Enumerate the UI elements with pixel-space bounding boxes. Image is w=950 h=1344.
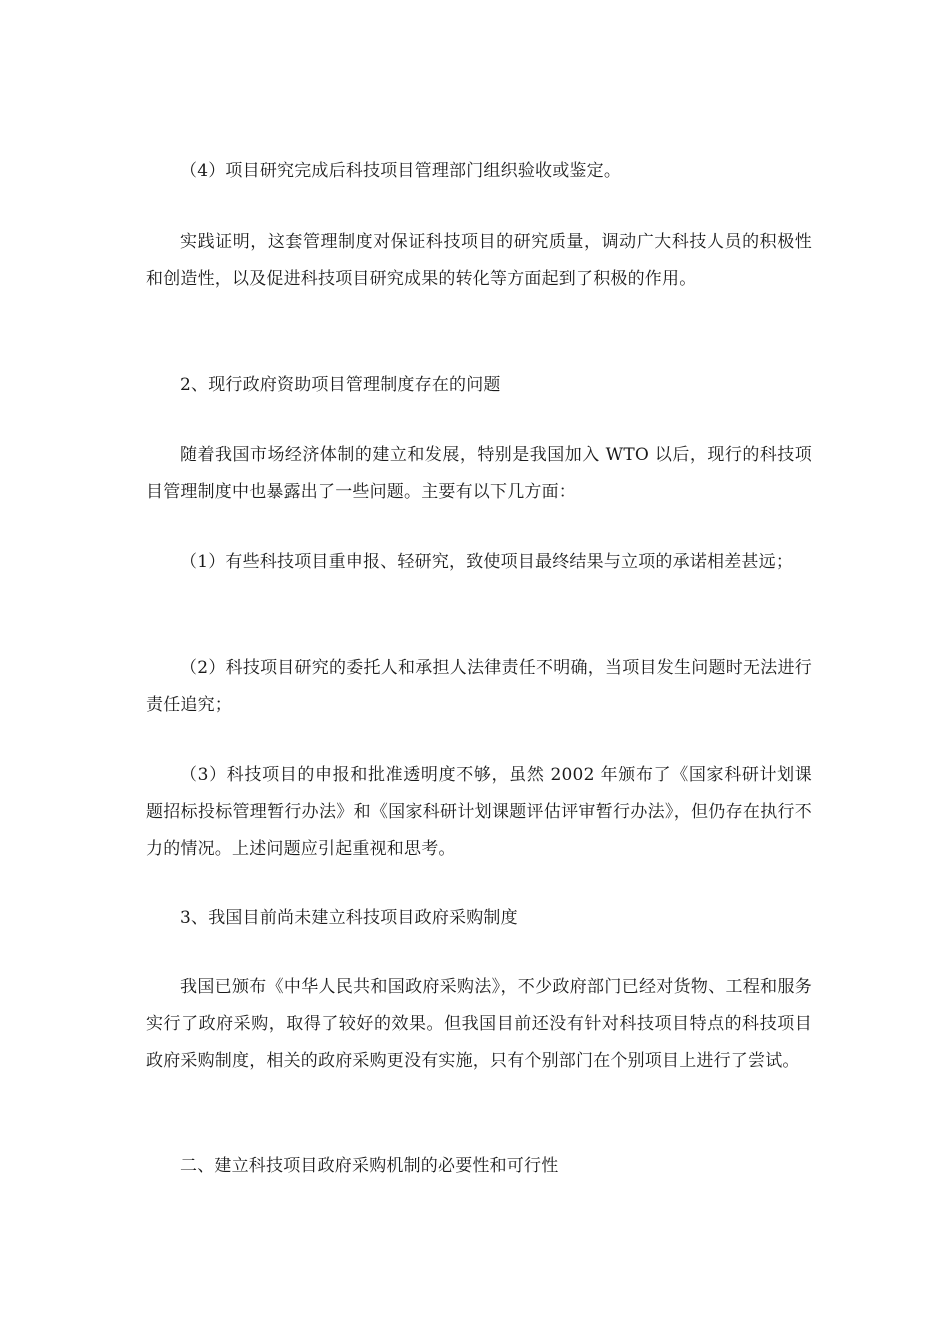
paragraph-procurement-law: 我国已颁布《中华人民共和国政府采购法》，不少政府部门已经对货物、工程和服务实行了政府采购，取得了较好的效果。但我国目前还没有针对科技项目特点的科技项目政府采购制度，相关的政府采购更没有实施，只有个别部门在个别项目上进行了尝试。	[146, 977, 812, 1071]
paragraph-market-economy: 随着我国市场经济体制的建立和发展，特别是我国加入 WTO 以后，现行的科技项目管理制度中也暴露出了一些问题。主要有以下几方面：	[146, 445, 812, 502]
paragraph-acceptance-step: （4）项目研究完成后科技项目管理部门组织验收或鉴定。	[180, 161, 622, 181]
section-heading-current-problems: 2、现行政府资助项目管理制度存在的问题	[180, 375, 501, 395]
list-item-problem-1: （1）有些科技项目重申报、轻研究，致使项目最终结果与立项的承诺相差甚远；	[180, 552, 794, 572]
paragraph-practice-proof: 实践证明，这套管理制度对保证科技项目的研究质量，调动广大科技人员的积极性和创造性，以及促进科技项目研究成果的转化等方面起到了积极的作用。	[146, 232, 812, 289]
chapter-heading-necessity-feasibility: 二、建立科技项目政府采购机制的必要性和可行性	[180, 1156, 559, 1176]
list-item-problem-2: （2）科技项目研究的委托人和承担人法律责任不明确，当项目发生问题时无法进行责任追究；	[146, 658, 812, 715]
list-item-problem-3: （3）科技项目的申报和批准透明度不够，虽然 2002 年颁布了《国家科研计划课题招标投标管理暂行办法》和《国家科研计划课题评估评审暂行办法》，但仍存在执行不力的情况。上述问题应引起重视和思考。	[146, 765, 812, 859]
section-heading-no-procurement-system: 3、我国目前尚未建立科技项目政府采购制度	[180, 908, 518, 928]
